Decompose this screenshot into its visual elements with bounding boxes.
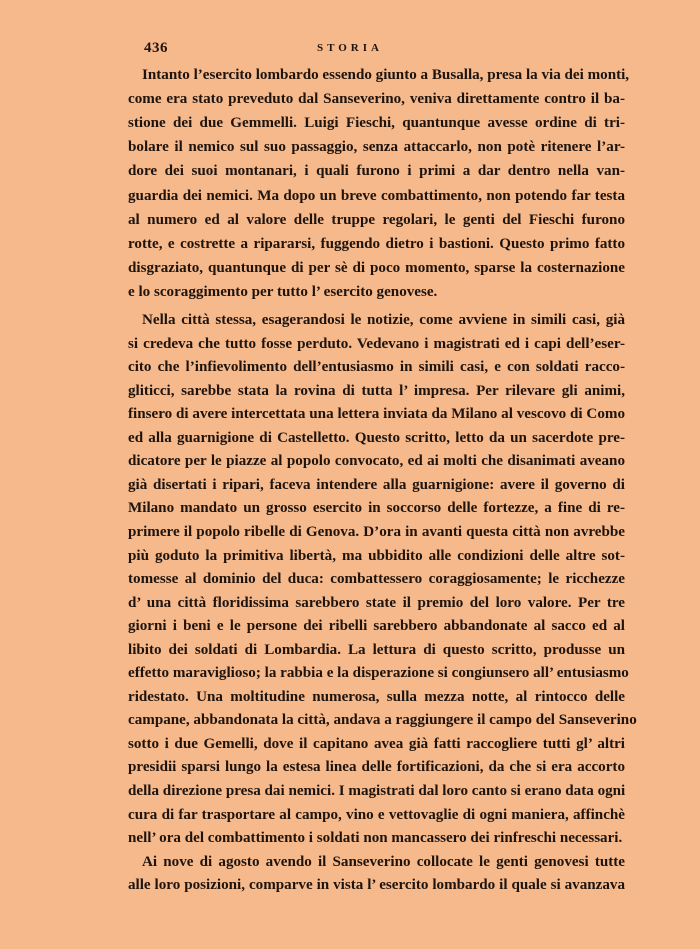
text-line: cito che l’infievolimento dell’entusiasmo in simili casi, e con soldati racco- <box>128 359 625 376</box>
text-line: dicatore per le piazze al popolo convocato, ed ai molti che disanimati aveano <box>128 453 625 470</box>
text-line: finsero di avere intercettata una lettera inviata da Milano al vescovo di Como <box>128 406 625 423</box>
text-line: della direzione presa dai nemici. I magistrati dal loro canto si erano data ogni <box>128 783 626 799</box>
text-line: Milano mandato un grosso esercito in soccorso delle fortezze, a fine di re- <box>128 500 625 517</box>
text-line: d’ una città floridissima sarebbero state il premio del loro valore. Per tre <box>128 594 625 611</box>
text-line: al numero ed al valore delle truppe regolari, le genti del Fieschi furono <box>128 211 625 228</box>
text-line: effetto maraviglioso; la rabbia e la disperazione si congiunsero all’ entusiasmo <box>128 665 629 682</box>
text-line: alle loro posizioni, comparve in vista l’ esercito lombardo il quale si avanzava <box>128 877 625 893</box>
text-line: già disertati i ripari, faceva intendere alla guarnigione: avere il governo di <box>128 476 625 493</box>
text-line: gliticci, sarebbe stata la rovina di tutta l’ impresa. Per rilevare gli animi, <box>128 382 625 399</box>
text-line: sotto i due Gemelli, dove il capitano avea già fatti raccogliere tutti gl’ altri <box>128 735 625 752</box>
text-line: bolare il nemico sul suo passaggio, senza attaccarlo, non potè ritenere l’ar- <box>128 139 625 156</box>
text-line: guardia dei nemici. Ma dopo un breve combattimento, non potendo far testa <box>128 187 625 204</box>
paragraph-first-line: Ai nove di agosto avendo il Sanseverino collocate le genti genovesi tutte <box>142 854 625 870</box>
text-line: ridestato. Una moltitudine numerosa, sulla mezza notte, al rintocco delle <box>128 688 625 705</box>
text-line: cura di far trasportare al campo, vino e vettovaglie di ogni maniera, affinchè <box>128 806 625 823</box>
paragraph-first-line: Intanto l’esercito lombardo essendo giunto a Busalla, presa la via dei monti, <box>142 67 630 83</box>
page-number: 436 <box>144 40 168 56</box>
text-line: presidii sparsi lungo la estesa linea delle fortificazioni, da che si era accorto <box>128 759 625 776</box>
text-line: e lo scoraggimento per tutto l’ esercito genovese. <box>128 283 438 300</box>
text-line: più goduto la primitiva libertà, ma ubbidito alle condizioni delle altre sot- <box>128 547 625 564</box>
text-line: come era stato preveduto dal Sanseverino, veniva direttamente contro il ba- <box>128 91 625 108</box>
paragraph-first-line: Nella città stessa, esagerandosi le notizie, come avviene in simili casi, già <box>142 312 625 328</box>
text-line: primere il popolo ribelle di Genova. D’ora in avanti questa città non avrebbe <box>128 523 625 540</box>
text-line: si credeva che tutto fosse perduto. Vedevano i magistrati ed i capi dell’eser- <box>128 335 625 352</box>
text-line: rotte, e costrette a ripararsi, fuggendo dietro i bastioni. Questo primo fatto <box>128 235 625 252</box>
text-line: libito dei soldati di Lombardia. La lettura di questo scritto, produsse un <box>128 641 625 658</box>
text-line: campane, abbandonata la città, andava a raggiungere il campo del Sanseverino <box>128 712 637 729</box>
text-line: tomesse al dominio del duca: combattessero coraggiosamente; le ricchezze <box>128 571 625 588</box>
text-line: giorni i beni e le persone dei ribelli sarebbero abbandonate al sacco ed al <box>128 618 625 635</box>
text-line: ed alla guarnigione di Castelletto. Questo scritto, letto da un sacerdote pre- <box>128 429 625 446</box>
text-line: nell’ ora del combattimento i soldati non mancassero dei rinfreschi necessari. <box>128 830 623 847</box>
text-line: dore dei suoi montanari, i quali furono i primi a dar dentro nella van- <box>128 163 625 180</box>
text-line: stione dei due Gemmelli. Luigi Fieschi, quantunque avesse ordine di tri- <box>128 115 625 132</box>
running-head: STORIA <box>317 42 383 54</box>
text-line: disgraziato, quantunque di per sè di poco momento, sparse la costernazione <box>128 259 625 276</box>
